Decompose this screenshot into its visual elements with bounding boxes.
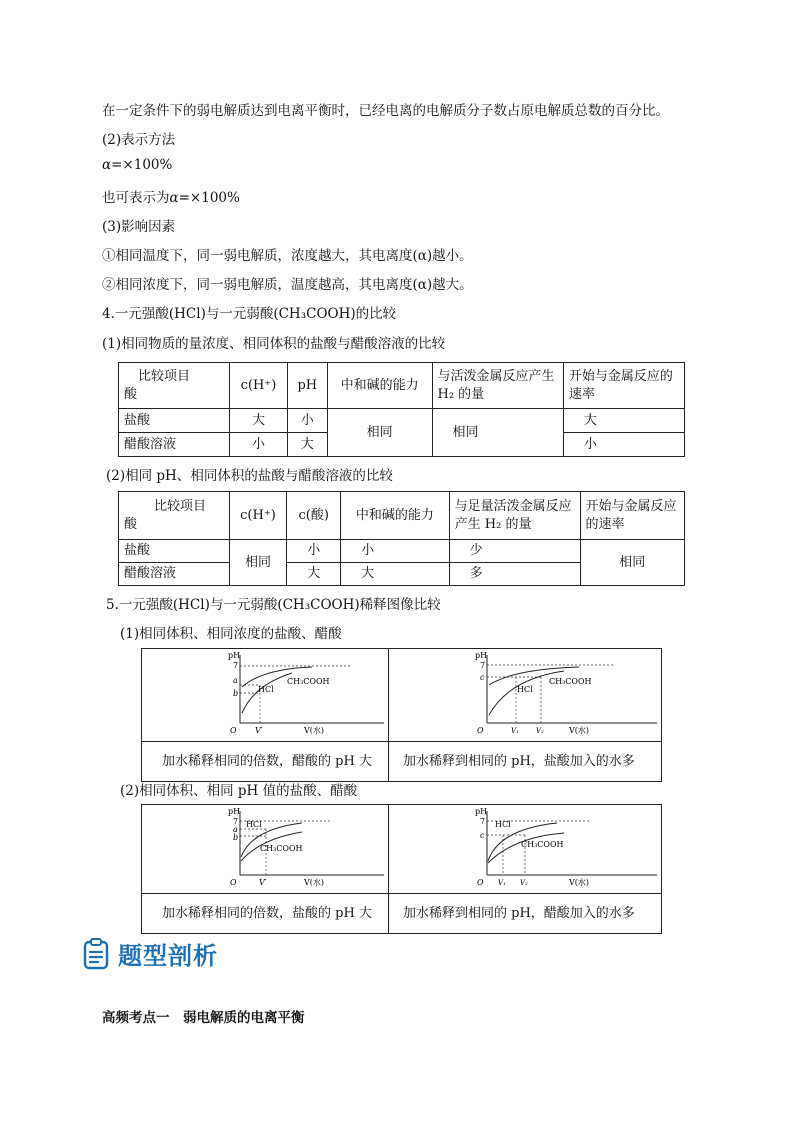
formula-alpha (102, 157, 172, 173)
v2-label: V₂ (520, 879, 528, 887)
a-label: a (233, 825, 238, 834)
caption-text: 加水稀释相同的倍数，醋酸的 pH 大 (162, 753, 372, 769)
merged-neutralize: 相同 (327, 409, 432, 457)
paragraph-graphs1-title: (1)相同体积、相同浓度的盐酸、醋酸 (120, 626, 342, 642)
formula-prefix: 也可表示为 (102, 190, 170, 206)
c-label: c (480, 673, 485, 682)
header-ph: pH (287, 363, 327, 409)
xaxis-label: V(水) (304, 726, 325, 735)
a-label: a (233, 676, 238, 685)
caption-2-right (389, 894, 662, 934)
row-acetic-name: 醋酸溶液 (119, 563, 230, 586)
document-list-icon (82, 938, 112, 970)
dilution-graphs-same-ph (141, 804, 662, 934)
graph-cell-left-1 (142, 649, 389, 742)
origin-label: O (477, 878, 484, 887)
ph-label: pH (228, 807, 241, 816)
merged-ch: 相同 (229, 540, 287, 586)
acetic-label: CH₃COOH (287, 677, 330, 686)
row-acetic-rate: 小 (563, 433, 684, 457)
row-acetic-name: 醋酸溶液 (119, 433, 230, 457)
v1-label: V₁ (498, 879, 506, 887)
graph-cell-right-2 (389, 805, 662, 894)
header-item-bottom: 酸 (124, 386, 138, 402)
merged-metal-h2: 相同 (432, 409, 563, 457)
ph7-label: 7 (480, 817, 486, 826)
header-metal-h2: 与足量活泼金属反应产生 H₂ 的量 (449, 492, 580, 540)
comparison-table-same-ph (118, 491, 685, 586)
ph-label: pH (475, 651, 488, 660)
graph-cell-left-2 (142, 805, 389, 894)
graph-cell-right-1 (389, 649, 662, 742)
paragraph-factor-1: ①相同温度下，同一弱电解质，浓度越大，其电离度(α)越小。 (102, 248, 473, 264)
paragraph-table2-title: (2)相同 pH、相同体积的盐酸与醋酸溶液的比较 (106, 468, 393, 484)
b-label: b (233, 689, 239, 698)
origin-label: O (230, 726, 237, 735)
caption-1-left (142, 742, 389, 782)
dilution-graph-1b (389, 649, 661, 735)
origin-label: O (230, 878, 237, 887)
paragraph-section-5: 5.一元强酸(HCl)与一元弱酸(CH₃COOH)稀释图像比较 (106, 597, 441, 613)
row-hcl-ph: 小 (287, 409, 327, 433)
ph7-label: 7 (233, 817, 239, 826)
row-acetic-ch: 小 (229, 433, 287, 457)
hcl-label: HCl (246, 820, 262, 829)
alpha-symbol: α (169, 190, 179, 206)
dilution-graph-1a (142, 649, 388, 735)
section-subtitle: 高频考点一 弱电解质的电离平衡 (102, 1010, 305, 1026)
vprime-label: V′ (259, 878, 267, 887)
header-item (119, 363, 230, 409)
hcl-label: HCl (517, 685, 533, 694)
ph7-label: 7 (233, 661, 239, 670)
caption-text: 加水稀释到相同的 pH，醋酸加入的水多 (403, 905, 635, 921)
row-acetic-neutralize: 大 (341, 563, 450, 586)
v1-label: V₁ (511, 727, 519, 735)
header-ch: c(H⁺) (229, 492, 287, 540)
row-acetic-ph: 大 (287, 433, 327, 457)
row-acetic-cacid: 大 (287, 563, 341, 586)
paragraph-definition: 在一定条件下的弱电解质达到电离平衡时，已经电离的电解质分子数占原电解质总数的百分比。 (102, 103, 669, 119)
header-cacid: c(酸) (287, 492, 341, 540)
xaxis-label: V(水) (569, 726, 590, 735)
caption-2-left (142, 894, 389, 934)
paragraph-table1-title: (1)相同物质的量浓度、相同体积的盐酸与醋酸溶液的比较 (102, 336, 446, 352)
comparison-table-same-concentration (118, 362, 685, 457)
c-label: c (480, 831, 485, 840)
paragraph-graphs2-title: (2)相同体积、相同 pH 值的盐酸、醋酸 (120, 783, 358, 799)
b-label: b (233, 833, 239, 842)
caption-text: 加水稀释到相同的 pH，盐酸加入的水多 (403, 753, 635, 769)
dilution-graph-2a (142, 805, 388, 887)
row-hcl-ch: 大 (229, 409, 287, 433)
acetic-label: CH₃COOH (521, 840, 564, 849)
hcl-label: HCl (258, 685, 274, 694)
header-rate: 开始与金属反应的速率 (580, 492, 685, 540)
row-hcl-rate: 大 (563, 409, 684, 433)
paragraph-factors-title: (3)影响因素 (102, 219, 176, 235)
paragraph-factor-2: ②相同浓度下，同一弱电解质，温度越高，其电离度(α)越大。 (102, 277, 473, 293)
header-item (119, 492, 230, 540)
caption-text: 加水稀释相同的倍数，盐酸的 pH 大 (162, 905, 372, 921)
row-hcl-name: 盐酸 (119, 540, 230, 563)
paragraph-method-title: (2)表示方法 (102, 132, 176, 148)
xaxis-label: V(水) (569, 878, 590, 887)
row-hcl-neutralize: 小 (341, 540, 450, 563)
paragraph-section-4: 4.一元强酸(HCl)与一元弱酸(CH₃COOH)的比较 (102, 306, 397, 322)
hcl-label: HCl (495, 820, 511, 829)
header-rate: 开始与金属反应的速率 (563, 363, 684, 409)
formula-rest: =×100% (178, 190, 240, 206)
ph7-label: 7 (480, 661, 486, 670)
row-acetic-metal: 多 (449, 563, 580, 586)
section-heading (82, 936, 218, 971)
header-metal-h2: 与活泼金属反应产生 H₂ 的量 (432, 363, 563, 409)
formula-rest: =×100% (111, 157, 173, 173)
row-hcl-cacid: 小 (287, 540, 341, 563)
v2-label: V₂ (536, 727, 544, 735)
dilution-graph-2b (389, 805, 661, 887)
ph-label: pH (475, 807, 488, 816)
header-item-top: 比较项目 (138, 368, 191, 384)
section-title: 题型剖析 (118, 942, 218, 970)
xaxis-label: V(水) (304, 878, 325, 887)
header-neutralize: 中和碱的能力 (341, 492, 450, 540)
header-neutralize: 中和碱的能力 (327, 363, 432, 409)
alpha-symbol: α (102, 157, 112, 173)
row-hcl-metal: 少 (449, 540, 580, 563)
dilution-graphs-same-concentration (141, 648, 662, 782)
header-item-top: 比较项目 (154, 498, 207, 514)
header-ch: c(H⁺) (229, 363, 287, 409)
header-item-bottom: 酸 (124, 516, 138, 532)
vprime-label: V′ (255, 726, 263, 735)
acetic-label: CH₃COOH (260, 844, 303, 853)
formula-alpha-alt (102, 186, 240, 206)
row-hcl-name: 盐酸 (119, 409, 230, 433)
acetic-label: CH₃COOH (549, 677, 592, 686)
ph-label: pH (228, 651, 241, 660)
caption-1-right (389, 742, 662, 782)
origin-label: O (477, 726, 484, 735)
merged-rate: 相同 (580, 540, 685, 586)
